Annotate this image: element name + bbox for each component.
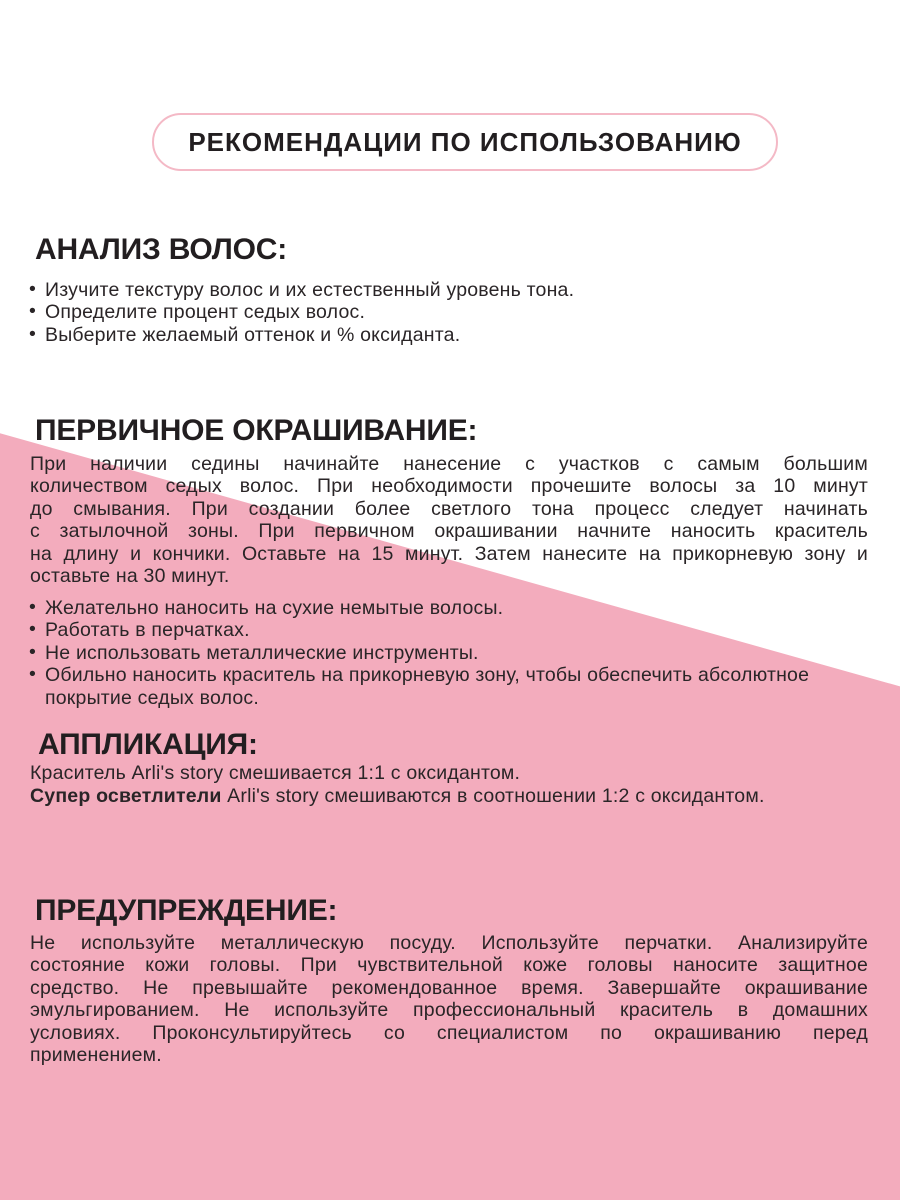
bullet-dot-icon: • bbox=[29, 322, 37, 345]
list-item bbox=[29, 279, 859, 301]
warning-paragraph bbox=[30, 932, 868, 1066]
paragraph-line: применением. bbox=[30, 1044, 162, 1067]
application-line-1: Краситель Arli's story смешивается 1:1 с оксидантом. bbox=[30, 762, 521, 784]
page-title: РЕКОМЕНДАЦИИ ПО ИСПОЛЬЗОВАНИЮ bbox=[188, 126, 742, 157]
paragraph-line: При наличии седины начинайте нанесение с участков с самым большим bbox=[30, 453, 868, 475]
list-item bbox=[29, 619, 844, 641]
paragraph-line: количеством седых волос. При необходимости прочешите волосы за 10 минут bbox=[30, 475, 868, 498]
section-heading-application: АППЛИКАЦИЯ: bbox=[38, 728, 258, 761]
page-title-pill bbox=[152, 113, 778, 171]
bullet-text: Выберите желаемый оттенок и % оксиданта. bbox=[45, 323, 461, 346]
bullet-text: Не использовать металлические инструменты. bbox=[45, 641, 479, 664]
paragraph-line: до смывания. При создании более светлого тона процесс следует начинать bbox=[30, 497, 868, 520]
paragraph-line: на длину и кончики. Оставьте на 15 минут. Затем нанесите на прикорневую зону и bbox=[30, 542, 868, 565]
paragraph-line: Не используйте металлическую посуду. Используйте перчатки. Анализируйте bbox=[30, 932, 868, 954]
section-heading-warning: ПРЕДУПРЕЖДЕНИЕ: bbox=[35, 894, 338, 927]
application-line-2-bold: Супер осветлители bbox=[30, 785, 222, 807]
bullet-text: Изучите текстуру волос и их естественный уровень тона. bbox=[45, 279, 575, 301]
application-text bbox=[30, 762, 870, 808]
application-line-2-rest: Arli's story смешиваются в соотношении 1:2 с оксидантом. bbox=[221, 785, 765, 807]
bullet-dot-icon: • bbox=[29, 640, 37, 663]
list-item bbox=[29, 301, 859, 323]
paragraph-line: состояние кожи головы. При чувствительной коже головы наносите защитное bbox=[30, 954, 868, 977]
list-item bbox=[29, 642, 844, 664]
primary-coloring-bullet-list bbox=[29, 597, 844, 709]
bullet-dot-icon: • bbox=[29, 278, 37, 300]
bullet-text: Работать в перчатках. bbox=[45, 619, 250, 642]
bullet-text: Определите процент седых волос. bbox=[45, 301, 366, 324]
section-heading-primary-coloring: ПЕРВИЧНОЕ ОКРАШИВАНИЕ: bbox=[35, 414, 478, 447]
bullet-text: Желательно наносить на сухие немытые волосы. bbox=[45, 597, 504, 619]
paragraph-line: эмульгированием. Не используйте профессиональный краситель в домашних bbox=[30, 999, 868, 1022]
section-heading-hair-analysis: АНАЛИЗ ВОЛОС: bbox=[35, 233, 288, 266]
bullet-dot-icon: • bbox=[29, 618, 37, 641]
list-item bbox=[29, 597, 844, 619]
bullet-text: Обильно наносить краситель на прикорневую зону, чтобы обеспечить абсолютное покрытие седых волос. bbox=[45, 664, 810, 709]
paragraph-line: с затылочной зоны. При первичном окрашивании начните наносить краситель bbox=[30, 520, 868, 543]
bullet-dot-icon: • bbox=[29, 596, 37, 618]
bullet-dot-icon: • bbox=[29, 300, 37, 323]
primary-coloring-paragraph bbox=[30, 453, 868, 587]
paragraph-line: условиях. Проконсультируйтесь со специалистом по окрашиванию перед bbox=[30, 1021, 868, 1044]
hair-analysis-bullet-list bbox=[29, 279, 859, 346]
bullet-dot-icon: • bbox=[29, 663, 37, 686]
application-line-2 bbox=[30, 785, 870, 808]
list-item bbox=[29, 664, 844, 709]
list-item bbox=[29, 324, 859, 346]
paragraph-line: оставьте на 30 минут. bbox=[30, 565, 230, 588]
paragraph-line: средство. Не превышайте рекомендованное время. Завершайте окрашивание bbox=[30, 976, 868, 999]
